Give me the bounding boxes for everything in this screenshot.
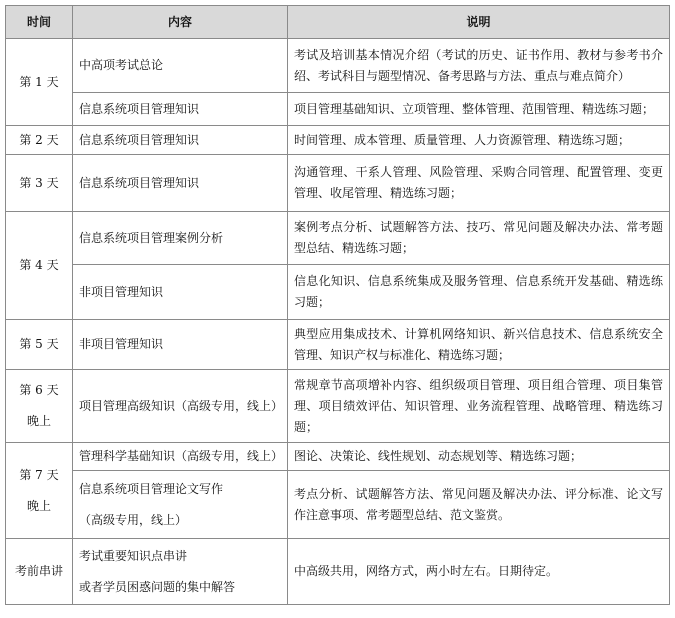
content-note: （高级专用，线上） xyxy=(79,512,188,527)
desc-cell: 考点分析、试题解答方法、常见问题及解决办法、评分标准、论文写作注意事项、常考题型总结、范文鉴赏。 xyxy=(288,471,670,539)
table-row xyxy=(6,155,670,212)
desc-cell: 考试及培训基本情况介绍（考试的历史、证书作用、教材与参考书介绍、考试科目与题型情况、备考思路与方法、重点与难点简介） xyxy=(288,39,670,93)
day-cell: 第 1 天 xyxy=(6,39,73,126)
header-desc: 说明 xyxy=(288,6,670,39)
content-cell: 项目管理高级知识（高级专用，线上） xyxy=(73,370,288,443)
day-cell: 第 2 天 xyxy=(6,126,73,155)
desc-cell: 案例考点分析、试题解答方法、技巧、常见问题及解决办法、常考题型总结、精选练习题； xyxy=(288,212,670,265)
day-cell xyxy=(6,443,73,539)
day-cell: 考前串讲 xyxy=(6,539,73,605)
content-cell: 非项目管理知识 xyxy=(73,265,288,320)
day-cell: 第 3 天 xyxy=(6,155,73,212)
content-cell xyxy=(73,539,288,605)
content-cell xyxy=(73,471,288,539)
day-evening-label: 晚上 xyxy=(26,498,51,513)
table-row xyxy=(6,93,670,126)
desc-cell: 典型应用集成技术、计算机网络知识、新兴信息技术、信息系统安全管理、知识产权与标准化、精选练习题； xyxy=(288,320,670,370)
table-row xyxy=(6,443,670,471)
content-cell: 非项目管理知识 xyxy=(73,320,288,370)
day-label: 第 7 天 xyxy=(19,467,59,482)
header-time: 时间 xyxy=(6,6,73,39)
table-row xyxy=(6,539,670,605)
content-cell: 信息系统项目管理知识 xyxy=(73,126,288,155)
content-note: 或者学员困惑问题的集中解答 xyxy=(79,579,236,594)
table-row xyxy=(6,126,670,155)
day-label: 第 6 天 xyxy=(19,383,59,397)
table-row xyxy=(6,370,670,443)
content-title: 信息系统项目管理论文写作 xyxy=(79,481,224,496)
desc-cell: 中高级共用，网络方式，两小时左右。日期待定。 xyxy=(288,539,670,605)
table-row xyxy=(6,471,670,539)
content-title: 考试重要知识点串讲 xyxy=(79,548,188,563)
schedule-table xyxy=(5,5,670,605)
table-row xyxy=(6,39,670,93)
content-cell: 信息系统项目管理知识 xyxy=(73,93,288,126)
desc-cell: 沟通管理、干系人管理、风险管理、采购合同管理、配置管理、变更管理、收尾管理、精选练习题； xyxy=(288,155,670,212)
desc-cell: 图论、决策论、线性规划、动态规划等、精选练习题； xyxy=(288,443,670,471)
day-cell xyxy=(6,370,73,443)
content-cell: 信息系统项目管理案例分析 xyxy=(73,212,288,265)
content-cell: 中高项考试总论 xyxy=(73,39,288,93)
table-row xyxy=(6,212,670,265)
content-cell: 管理科学基础知识（高级专用，线上） xyxy=(73,443,288,471)
desc-cell: 时间管理、成本管理、质量管理、人力资源管理、精选练习题； xyxy=(288,126,670,155)
table-row xyxy=(6,265,670,320)
table-row xyxy=(6,320,670,370)
header-row xyxy=(6,6,670,39)
desc-cell: 项目管理基础知识、立项管理、整体管理、范围管理、精选练习题； xyxy=(288,93,670,126)
day-cell: 第 5 天 xyxy=(6,320,73,370)
header-content: 内容 xyxy=(73,6,288,39)
desc-cell: 信息化知识、信息系统集成及服务管理、信息系统开发基础、精选练习题； xyxy=(288,265,670,320)
day-evening-label: 晚上 xyxy=(26,414,51,428)
day-cell: 第 4 天 xyxy=(6,212,73,320)
desc-cell: 常规章节高项增补内容、组织级项目管理、项目组合管理、项目集管理、项目绩效评估、知识管理、业务流程管理、战略管理、精选练习题； xyxy=(288,370,670,443)
content-cell: 信息系统项目管理知识 xyxy=(73,155,288,212)
